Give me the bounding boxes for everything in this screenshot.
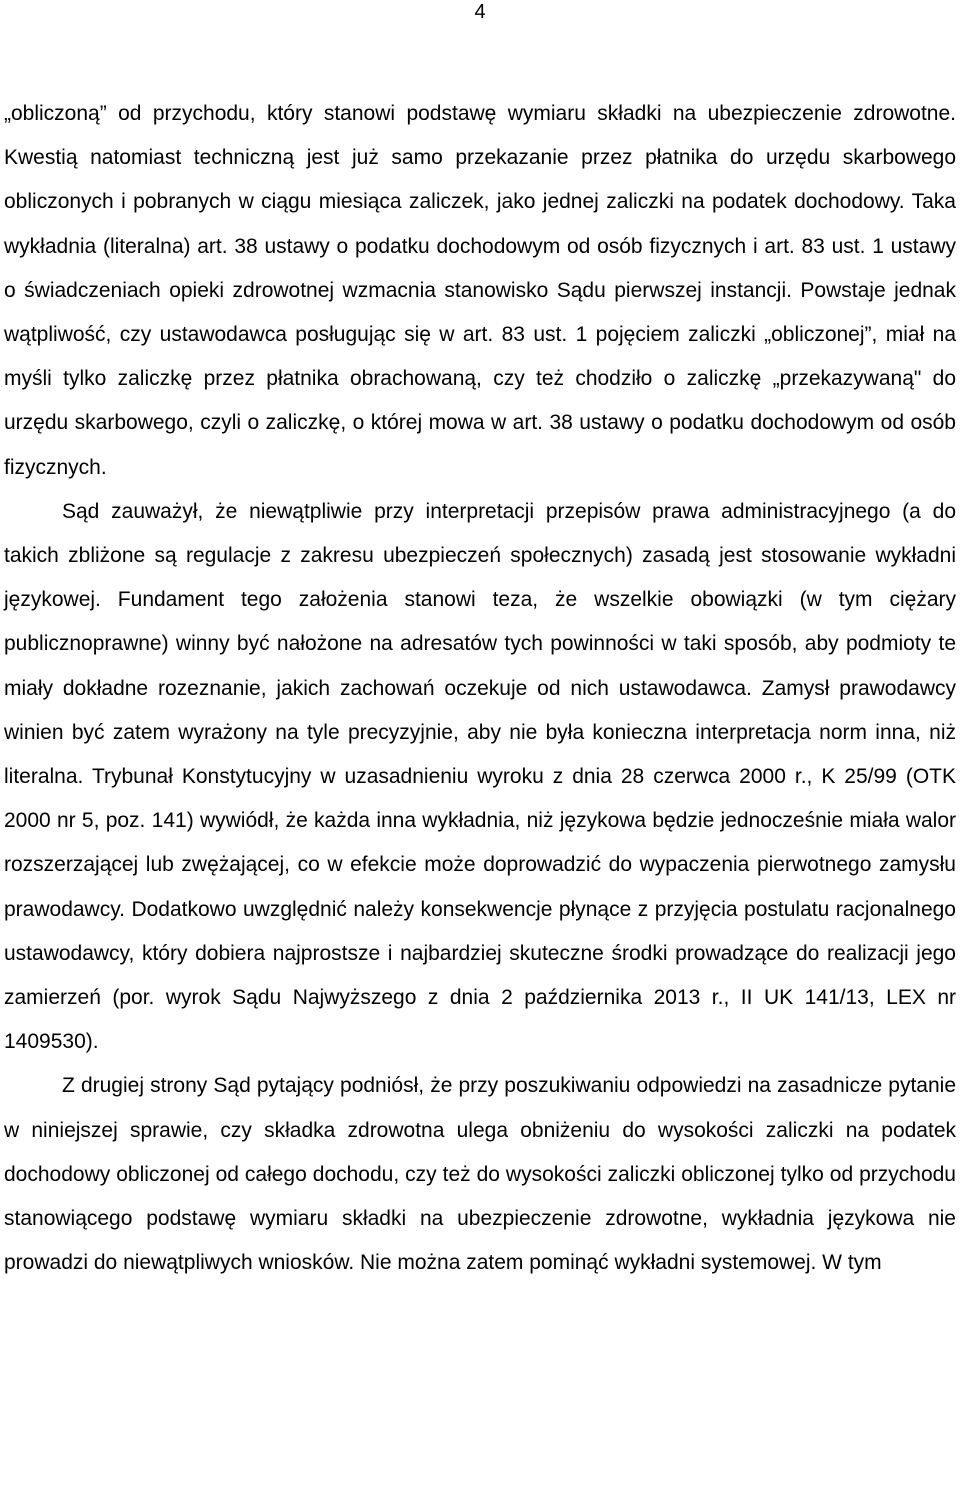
paragraph-1: „obliczoną” od przychodu, który stanowi podstawę wymiaru składki na ubezpieczenie zdrowotne. Kwestią natomiast techniczną jest już samo przekazanie przez płatnika do urzędu skarbowego obliczonych i pobranych w ciągu miesiąca zaliczek, jako jednej zaliczki na podatek dochodowy. Taka wykładnia (literalna) art. 38 ustawy o podatku dochodowym od osób fizycznych i art. 83 ust. 1 ustawy o świadczeniach opieki zdrowotnej wzmacnia stanowisko Sądu pierwszej instancji. Powstaje jednak wątpliwość, czy ustawodawca posługując się w art. 83 ust. 1 pojęciem zaliczki „obliczonej”, miał na myśli tylko zaliczkę przez płatnika obrachowaną, czy też chodziło o zaliczkę „przekazywaną" do urzędu skarbowego, czyli o zaliczkę, o której mowa w art. 38 ustawy o podatku dochodowym od osób fizycznych. [4, 102, 956, 479]
paragraph-2: Sąd zauważył, że niewątpliwie przy interpretacji przepisów prawa administracyjnego (a do takich zbliżone są regulacje z zakresu ubezpieczeń społecznych) zasadą jest stosowanie wykładni językowej. Fundament tego założenia stanowi teza, że wszelkie obowiązki (w tym ciężary publicznoprawne) winny być nałożone na adresatów tych powinności w taki sposób, aby podmioty te miały dokładne rozeznanie, jakich zachowań oczekuje od nich ustawodawca. Zamysł prawodawcy winien być zatem wyrażony na tyle precyzyjnie, aby nie była konieczna interpretacja norm inna, niż literalna. Trybunał Konstytucyjny w uzasadnieniu wyroku z dnia 28 czerwca 2000 r., K 25/99 (OTK 2000 nr 5, poz. 141) wywiódł, że każda inna wykładnia, niż językowa będzie jednocześnie miała walor rozszerzającej lub zwężającej, co w efekcie może doprowadzić do wypaczenia pierwotnego zamysłu prawodawcy. Dodatkowo uwzględnić należy konsekwencje płynące z przyjęcia postulatu racjonalnego ustawodawcy, który dobiera najprostsze i najbardziej skuteczne środki prowadzące do realizacji jego zamierzeń (por. wyrok Sądu Najwyższego z dnia 2 października 2013 r., II UK 141/13, LEX nr 1409530). [4, 499, 956, 1054]
paragraph-3: Z drugiej strony Sąd pytający podniósł, że przy poszukiwaniu odpowiedzi na zasadnicze pytanie w niniejszej sprawie, czy składka zdrowotna ulega obniżeniu do wysokości zaliczki na podatek dochodowy obliczonej od całego dochodu, czy też do wysokości zaliczki obliczonej tylko od przychodu stanowiącego podstawę wymiaru składki na ubezpieczenie zdrowotne, wykładnia językowa nie prowadzi do niewątpliwych wniosków. Nie można zatem pominąć wykładni systemowej. W tym [4, 1074, 956, 1275]
page-number: 4 [474, 1, 486, 23]
document-body [4, 92, 956, 1285]
